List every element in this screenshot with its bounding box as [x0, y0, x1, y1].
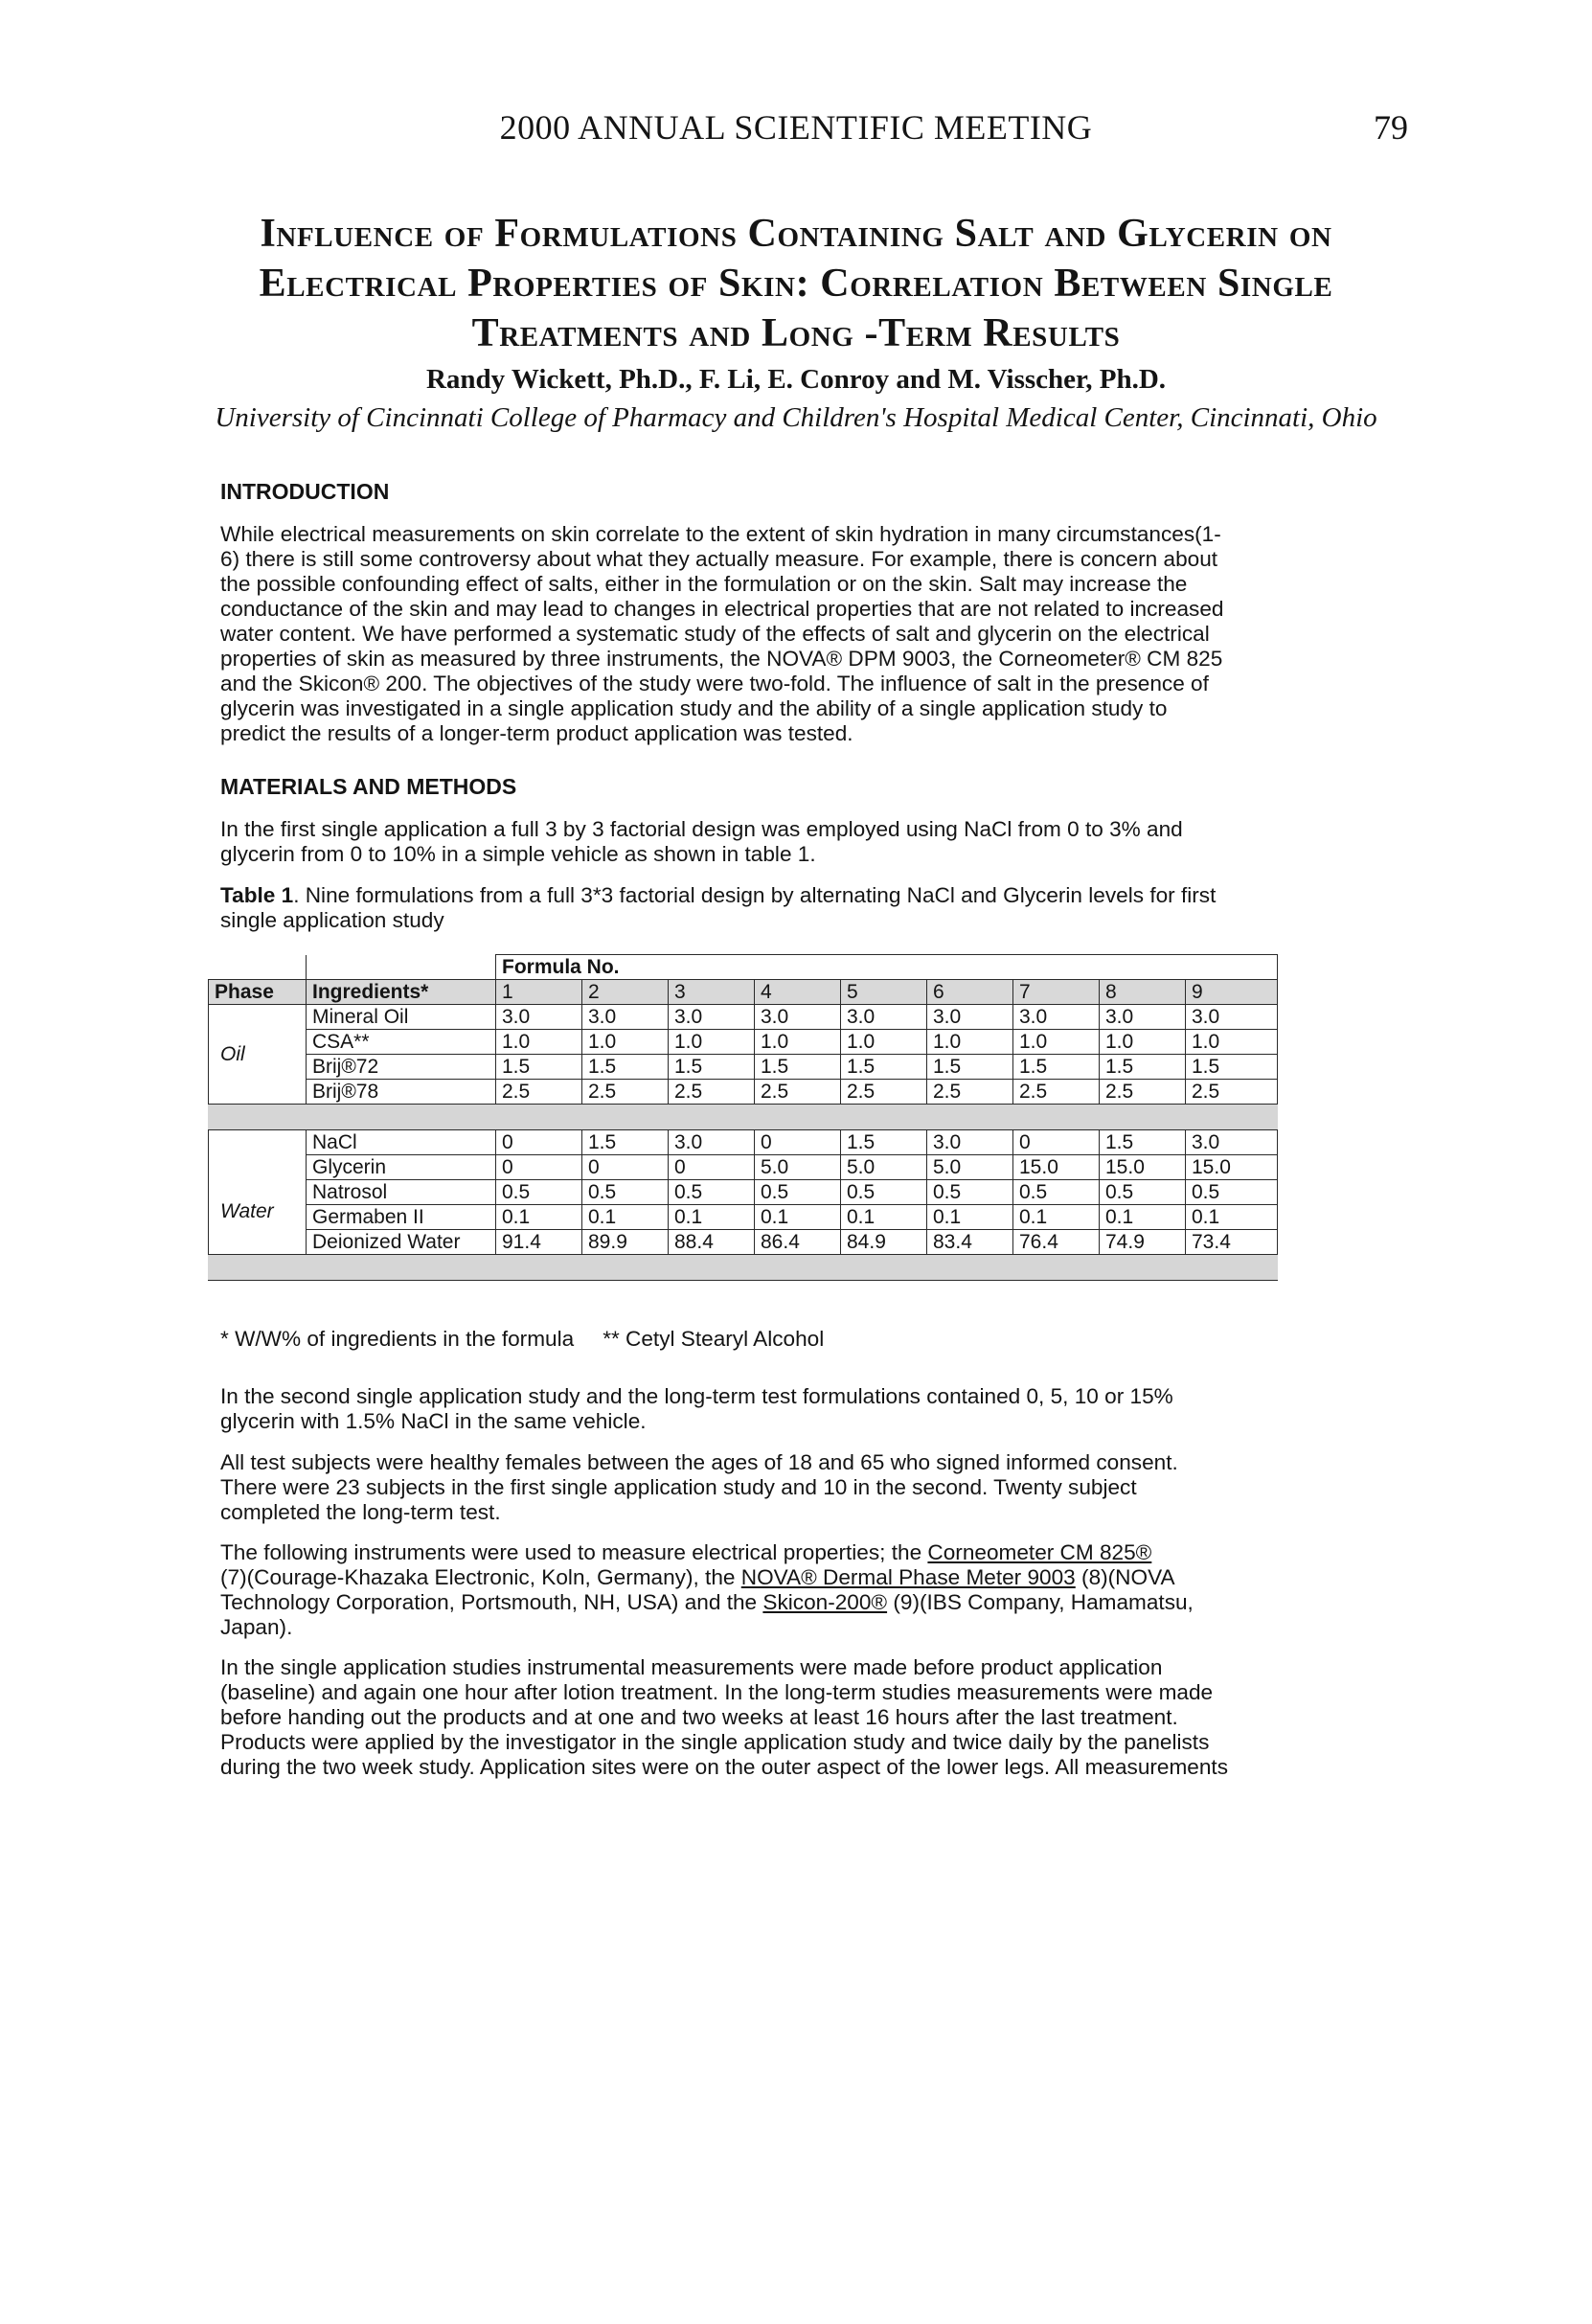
table-cell: 1.5: [841, 1130, 927, 1155]
table-cell: 88.4: [669, 1230, 755, 1255]
table-cell: 2.5: [1186, 1080, 1278, 1105]
ingredient-name: CSA**: [307, 1030, 496, 1055]
table-caption-label: Table 1: [220, 883, 294, 907]
footnote-csa: ** Cetyl Stearyl Alcohol: [603, 1327, 825, 1351]
text-segment: (8)(NOVA: [1075, 1565, 1175, 1589]
text-line: during the two week study. Application sites were on the outer aspect of the lower legs. All measurements: [220, 1755, 1229, 1779]
table-cell: 0.5: [1100, 1180, 1186, 1205]
running-head-title: 2000 ANNUAL SCIENTIFIC MEETING: [499, 108, 1093, 147]
footnote-ww: * W/W% of ingredients in the formula: [220, 1327, 575, 1351]
table-row: [209, 1155, 1278, 1180]
table-row: [209, 1180, 1278, 1205]
table-cell: 2.5: [1013, 1080, 1100, 1105]
table-cell: 76.4: [1013, 1230, 1100, 1255]
table-cell: 83.4: [927, 1230, 1013, 1255]
text-line: glycerin with 1.5% NaCl in the same vehicle.: [220, 1409, 647, 1433]
table-cell: 0.5: [841, 1180, 927, 1205]
table-cell: 84.9: [841, 1230, 927, 1255]
table-cell: 1.0: [927, 1030, 1013, 1055]
formula-number: 5: [841, 980, 927, 1005]
formula-number: 4: [755, 980, 841, 1005]
text-line: conductance of the skin and may lead to changes in electrical properties that are not related to increased: [220, 597, 1224, 621]
table-cell: 0.1: [1186, 1205, 1278, 1230]
ingredient-name: Glycerin: [307, 1155, 496, 1180]
table-cell: 0: [1013, 1130, 1100, 1155]
table-separator-row: [209, 1255, 1278, 1281]
table-cell: 1.0: [669, 1030, 755, 1055]
ingredient-name: Deionized Water: [307, 1230, 496, 1255]
table-row: [209, 1130, 1278, 1155]
table-row: [209, 1205, 1278, 1230]
nova-link: NOVA® Dermal Phase Meter 9003: [740, 1565, 1076, 1589]
table-cell: 0.5: [582, 1180, 669, 1205]
table-row: [209, 1030, 1278, 1055]
table-cell: 1.0: [1100, 1030, 1186, 1055]
text-line: Japan).: [220, 1615, 293, 1639]
table-cell: 3.0: [582, 1005, 669, 1030]
oil-phase-label: Oil: [209, 1005, 307, 1105]
table-cell: 0.1: [1100, 1205, 1186, 1230]
instruments-paragraph: [220, 1540, 1360, 1640]
table-cell: 0.5: [1013, 1180, 1100, 1205]
table-cell: 1.5: [1013, 1055, 1100, 1080]
second-study-paragraph: [220, 1384, 1360, 1434]
table-row: [209, 1230, 1278, 1255]
table-cell: 1.5: [755, 1055, 841, 1080]
table-cell: 89.9: [582, 1230, 669, 1255]
text-line: and the Skicon® 200. The objectives of the study were two-fold. The influence of salt in the presence of: [220, 672, 1209, 695]
text-line: glycerin was investigated in a single application study and the ability of a single application study to: [220, 696, 1168, 720]
introduction-heading: INTRODUCTION: [220, 479, 390, 504]
table-cell: 0.1: [669, 1205, 755, 1230]
table-cell: 1.5: [1100, 1055, 1186, 1080]
table-row: [209, 1080, 1278, 1105]
introduction-paragraph: [220, 522, 1360, 746]
ingredient-name: Brij®78: [307, 1080, 496, 1105]
text-line: completed the long-term test.: [220, 1500, 501, 1524]
table-cell: 1.0: [1013, 1030, 1100, 1055]
table-cell: 1.5: [496, 1055, 582, 1080]
formula-number: 3: [669, 980, 755, 1005]
table-cell: 2.5: [841, 1080, 927, 1105]
table-cell: 1.5: [669, 1055, 755, 1080]
table-cell: 0.1: [841, 1205, 927, 1230]
water-phase-label: Water: [209, 1130, 307, 1255]
phase-header: Phase: [209, 980, 307, 1005]
table-cell: 1.0: [755, 1030, 841, 1055]
table-cell: 0.1: [755, 1205, 841, 1230]
text-line: (baseline) and again one hour after lotion treatment. In the long-term studies measurements were made: [220, 1680, 1214, 1704]
running-head: [0, 107, 1592, 153]
text-line: [220, 1565, 1360, 1590]
table-caption-text: . Nine formulations from a full 3*3 factorial design by alternating NaCl and Glycerin levels for first: [293, 883, 1217, 907]
skicon-link: Skicon-200®: [762, 1590, 888, 1614]
table-cell: 1.5: [1100, 1130, 1186, 1155]
table-cell: 1.5: [582, 1055, 669, 1080]
table-cell: 5.0: [755, 1155, 841, 1180]
formulation-table: [208, 954, 1278, 1281]
table-cell: 0.1: [496, 1205, 582, 1230]
ingredients-header: Ingredients*: [307, 980, 496, 1005]
authors: Randy Wickett, Ph.D., F. Li, E. Conroy and M. Visscher, Ph.D.: [425, 364, 1167, 395]
table-cell: 74.9: [1100, 1230, 1186, 1255]
text-segment: (7)(Courage-Khazaka Electronic, Koln, Germany), the: [220, 1565, 741, 1589]
table-cell: 2.5: [755, 1080, 841, 1105]
table-cell: 2.5: [669, 1080, 755, 1105]
methods-heading: MATERIALS AND METHODS: [220, 774, 517, 799]
text-line: Products were applied by the investigator in the single application study and twice daily by the panelists: [220, 1730, 1210, 1754]
text-line: [220, 1590, 1360, 1615]
title-line: Treatments and Long -Term Results: [471, 311, 1121, 355]
table-cell: 0.1: [1013, 1205, 1100, 1230]
table-cell: 0: [582, 1155, 669, 1180]
text-line: water content. We have performed a systematic study of the effects of salt and glycerin on the electrical: [220, 622, 1210, 646]
table-cell: 2.5: [1100, 1080, 1186, 1105]
formula-number: 7: [1013, 980, 1100, 1005]
table-cell: 5.0: [927, 1155, 1013, 1180]
table-cell: 3.0: [496, 1005, 582, 1030]
text-line: All test subjects were healthy females between the ages of 18 and 65 who signed informed consent.: [220, 1450, 1178, 1474]
text-line: While electrical measurements on skin correlate to the extent of skin hydration in many circumstances(1-: [220, 522, 1221, 546]
text-line: There were 23 subjects in the first single application study and 10 in the second. Twenty subject: [220, 1475, 1137, 1499]
table-cell: 0.5: [496, 1180, 582, 1205]
table-cell: 3.0: [669, 1005, 755, 1030]
table-cell: 15.0: [1013, 1155, 1100, 1180]
table-cell: 1.0: [1186, 1030, 1278, 1055]
table-cell: 0: [669, 1155, 755, 1180]
page-number: 79: [1374, 108, 1408, 147]
table-cell: 0.5: [755, 1180, 841, 1205]
text-line: properties of skin as measured by three instruments, the NOVA® DPM 9003, the Corneometer® CM 825: [220, 647, 1223, 671]
table-row: [209, 1055, 1278, 1080]
text-line: 6) there is still some controversy about what they actually measure. For example, there is concern about: [220, 547, 1218, 571]
table-cell: 2.5: [927, 1080, 1013, 1105]
table-cell: 3.0: [1100, 1005, 1186, 1030]
table-cell: 1.5: [841, 1055, 927, 1080]
table-cell: 91.4: [496, 1230, 582, 1255]
subjects-paragraph: [220, 1450, 1360, 1525]
table-caption: [220, 883, 1360, 933]
methods-paragraph: [220, 817, 1360, 867]
table-cell: 3.0: [927, 1130, 1013, 1155]
table-cell: 15.0: [1186, 1155, 1278, 1180]
table-cell: 0.5: [1186, 1180, 1278, 1205]
table-cell: 3.0: [841, 1005, 927, 1030]
text-line: In the single application studies instrumental measurements were made before product application: [220, 1655, 1163, 1679]
paper-title: [96, 209, 1496, 358]
table-cell: 0.5: [927, 1180, 1013, 1205]
text-line: In the first single application a full 3 by 3 factorial design was employed using NaCl from 0 to 3% and: [220, 817, 1183, 841]
text-line: [220, 1540, 1360, 1565]
table-separator-row: [209, 1105, 1278, 1130]
text-segment: The following instruments were used to measure electrical properties; the: [220, 1540, 928, 1564]
ingredient-name: Natrosol: [307, 1180, 496, 1205]
ingredient-name: Brij®72: [307, 1055, 496, 1080]
table-cell: 5.0: [841, 1155, 927, 1180]
table-cell: 0.1: [582, 1205, 669, 1230]
affiliation: University of Cincinnati College of Pharmacy and Children's Hospital Medical Center, Cincinnati, Ohio: [215, 402, 1377, 433]
table-cell: 3.0: [669, 1130, 755, 1155]
table-cell: 3.0: [927, 1005, 1013, 1030]
table-cell: 1.0: [841, 1030, 927, 1055]
formula-number: 6: [927, 980, 1013, 1005]
title-line: Electrical Properties of Skin: Correlation Between Single: [259, 262, 1333, 306]
table-cell: 3.0: [1186, 1130, 1278, 1155]
text-segment: (9)(IBS Company, Hamamatsu,: [887, 1590, 1194, 1614]
table-cell: 0: [496, 1155, 582, 1180]
table-footnote: [220, 1327, 1360, 1352]
table-cell: 1.5: [582, 1130, 669, 1155]
ingredient-name: NaCl: [307, 1130, 496, 1155]
single-application-paragraph: [220, 1655, 1360, 1780]
text-line: In the second single application study and the long-term test formulations contained 0, 5, 10 or 15%: [220, 1384, 1173, 1408]
table-cell: 0: [496, 1130, 582, 1155]
table-formula-label-row: [209, 955, 1278, 980]
text-line: before handing out the products and at one and two weeks at least 16 hours after the last treatment.: [220, 1705, 1178, 1729]
table-cell: 3.0: [755, 1005, 841, 1030]
table-cell: 3.0: [1186, 1005, 1278, 1030]
text-line: predict the results of a longer-term product application was tested.: [220, 721, 853, 745]
table-cell: 1.5: [1186, 1055, 1278, 1080]
text-line: [220, 883, 1360, 908]
table-cell: 15.0: [1100, 1155, 1186, 1180]
table-cell: 86.4: [755, 1230, 841, 1255]
table-cell: 1.0: [582, 1030, 669, 1055]
text-line: the possible confounding effect of salts, either in the formulation or on the skin. Salt may increase the: [220, 572, 1188, 596]
table-cell: 3.0: [1013, 1005, 1100, 1030]
formula-number: 1: [496, 980, 582, 1005]
text-line: single application study: [220, 908, 444, 932]
table-cell: 2.5: [496, 1080, 582, 1105]
formula-number: 8: [1100, 980, 1186, 1005]
table-cell: 0: [755, 1130, 841, 1155]
ingredient-name: Mineral Oil: [307, 1005, 496, 1030]
table-cell: 1.0: [496, 1030, 582, 1055]
text-segment: Technology Corporation, Portsmouth, NH, USA) and the: [220, 1590, 763, 1614]
table-header-row: [209, 980, 1278, 1005]
formula-number: 2: [582, 980, 669, 1005]
table-cell: 0.1: [927, 1205, 1013, 1230]
table-cell: 0.5: [669, 1180, 755, 1205]
table-cell: 73.4: [1186, 1230, 1278, 1255]
title-line: Influence of Formulations Containing Salt and Glycerin on: [260, 212, 1332, 256]
table-cell: 2.5: [582, 1080, 669, 1105]
ingredient-name: Germaben II: [307, 1205, 496, 1230]
formula-number: 9: [1186, 980, 1278, 1005]
corneometer-link: Corneometer CM 825®: [927, 1540, 1152, 1564]
table-cell: 1.5: [927, 1055, 1013, 1080]
text-line: glycerin from 0 to 10% in a simple vehicle as shown in table 1.: [220, 842, 816, 866]
table-row: [209, 1005, 1278, 1030]
formula-no-label: Formula No.: [496, 955, 1278, 980]
